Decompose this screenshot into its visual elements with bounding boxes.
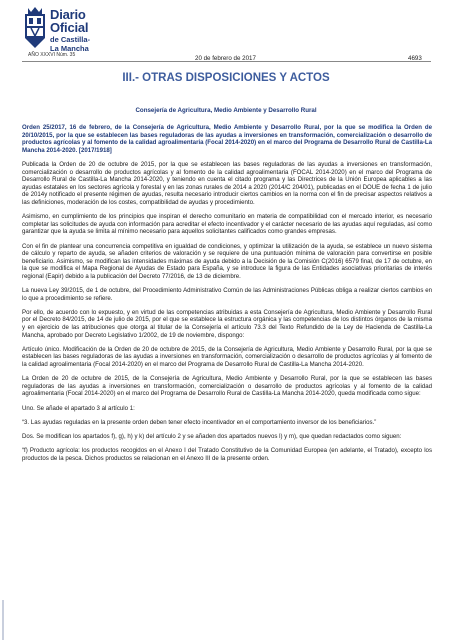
publication-date: 20 de febrero de 2017 xyxy=(195,55,256,62)
paragraph: Publicada la Orden de 20 de octubre de 2015, por la que se establecen las bases reguladoras de las ayudas a inversiones en transformación, comercialización o desarrollo de productos agrícolas y al fomento de la calidad agroalimentaria (FOCAL 2014-2020) en el marco del Programa de Desarrollo Rural de Castilla-La Mancha 2014-2020, y teniendo en cuenta el citado programa y las Directrices de la Unión Europea aplicables a las ayudas estatales en los sectores agrícola y forestal y en las zonas rurales de 2014 a 2020 (2014/C 204/01), publicadas en el DOUE de fecha 1 de julio de 2014y notificado el presente régimen de ayudas, resulta necesario introducir ciertos cambios en la norma con el fin de precisar aspectos relativos a las definiciones, moderación de los costes, compatibilidad de ayudas y procedimiento. xyxy=(22,160,432,206)
brand-block xyxy=(50,8,92,53)
paragraph: Uno. Se añade el apartado 3 al artículo 1: xyxy=(22,404,135,412)
paragraph: Artículo único. Modificación de la Orden de 20 de octubre de 2015, de la Consejería de Agricultura, Medio Ambiente y Desarrollo Rural, por la que se establecen las bases reguladoras de las ayudas a inversiones en transformación, comercialización o desarrollo de productos agrícolas y al fomento de la calidad agroalimentaria (Focal 2014-2020) en el marco del Programa de Desarrollo Rural de Castilla-La Mancha 2014-2020. xyxy=(22,345,432,368)
brand-title: Diario Oficial xyxy=(50,7,89,35)
paragraph: Con el fin de plantear una concurrencia competitiva en igualdad de condiciones, y optimizar la utilización de la ayuda, se establece un nuevo sistema de cálculo y reparto de ayuda, se añaden criterios de valoración y se requiere de una puntuación mínima de valoración para convertirse en posible beneficiario. Asimismo, se modifican las intensidades máximas de ayuda debido a la Decisión de la Comisión C(2016) 6579 final, de 17 de octubre, en la que se modifica el Mapa Regional de Ayudas de Estado para España, y se introduce la figura de las Entidades asociativas prioritarias de interés regional (Eapir) debido a la publicación del Decreto 77/2016, de 13 de diciembre. xyxy=(22,242,432,280)
section-title: III.- OTRAS DISPOSICIONES Y ACTOS xyxy=(122,72,330,84)
coat-of-arms-icon xyxy=(22,6,48,50)
paragraph: “f) Producto agrícola: los productos recogidos en el Anexo I del Tratado Constitutivo de la Comunidad Europea (en adelante, el Tratado), excepto los productos de la pesca. Dichos productos se relacionan en el Anexo III de la presente orden. xyxy=(22,447,432,462)
side-margin-mark xyxy=(2,600,6,640)
order-heading: Orden 25/2017, 16 de febrero, de la Consejería de Agricultura, Medio Ambiente y Desarrollo Rural, por la que se modifica la Orden de 20/10/2015, por la que se establecen las bases reguladoras de las ayudas a inversiones en transformación, comercialización o desarrollo de productos agrícolas y al fomento de la calidad agroalimentaria (Focal 2014-2020) en el marco del Programa de Desarrollo Rural de Castilla-La Mancha 2014-2020. [2017/1918] xyxy=(22,124,432,154)
brand-subtitle: de Castilla-La Mancha xyxy=(50,35,91,53)
header-divider xyxy=(22,61,431,62)
paragraph: Asimismo, en cumplimiento de los principios que inspiran el derecho comunitario en materia de compatibilidad con el mercado interior, es necesario completar las solicitudes de ayuda con información para acreditar el efecto incentivador y el carácter necesario de las ayudas aquí reguladas, así como garantizar que la ayuda se limita al mínimo necesario para aquellos solicitantes calificados como grandes empresas. xyxy=(22,213,432,236)
paragraph: La Orden de 20 de octubre de 2015, de la Consejería de Agricultura, Medio Ambiente y Desarrollo Rural, por la que se establecen las bases reguladoras de las ayudas a inversiones en transformación, comercialización o desarrollo de productos agrícolas y al fomento de la calidad agroalimentaria (Focal 2014-2020) en el marco del Programa de Desarrollo Rural de Castilla-La Mancha 2014-2020, queda modificada como sigue: xyxy=(22,375,432,398)
page-number: 4693 xyxy=(408,55,422,62)
department-title: Consejería de Agricultura, Medio Ambiente y Desarrollo Rural xyxy=(135,107,317,114)
paragraph: “3. Las ayudas reguladas en la presente orden deben tener efecto incentivador en el comportamiento inversor de los beneficiarios.” xyxy=(22,418,377,426)
paragraph: La nueva Ley 39/2015, de 1 de octubre, del Procedimiento Administrativo Común de las Administraciones Públicas obliga a realizar ciertos cambios en lo que a procedimiento se refiere. xyxy=(22,287,432,302)
paragraph: Por ello, de acuerdo con lo expuesto, y en virtud de las competencias atribuidas a esta Consejería de Agricultura, Medio Ambiente y Desarrollo Rural por el Decreto 84/2015, de 14 de julio de 2015, por el que se establece la estructura orgánica y las competencias de los distintos órganos de la misma y en ejercicio de las atribuciones que otorga al titular de la Consejería el artículo 73.3 del Texto Refundido de la Ley de Hacienda de Castilla-La Mancha, aprobado por Decreto Legislativo 1/2002, de 19 de noviembre, dispongo: xyxy=(22,308,432,339)
issue-number: AÑO XXXVI Núm. 35 xyxy=(28,52,76,58)
paragraph: Dos. Se modifican los apartados f), g), h) y k) del artículo 2 y se añaden dos apartados nuevos l) y m), que quedan redactados como siguen: xyxy=(22,432,402,440)
document-body xyxy=(22,124,432,469)
